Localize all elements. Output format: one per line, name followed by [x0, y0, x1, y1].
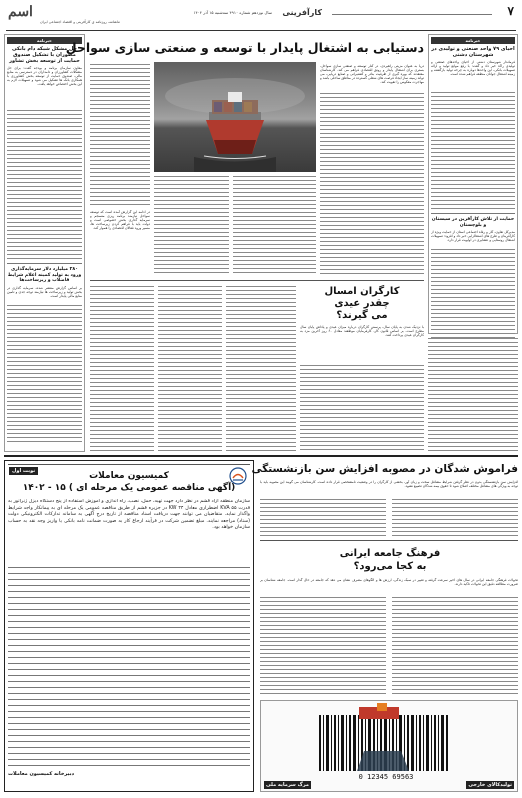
retirement-headline: فراموش شدگان در مصوبه افزایش سن بازنشستگی	[251, 463, 518, 475]
ad-subtitle: (آگهی مناقصه عمومی یک مرحله ای ) ۱۵ - ۱۴۰۲	[22, 483, 236, 493]
lower-column-1	[90, 286, 154, 452]
culture-headline-2: به کجا می‌رود؟	[353, 561, 427, 572]
culture-headline-1: فرهنگ جامعه ایرانی	[339, 548, 441, 559]
ship-photo	[154, 62, 316, 172]
culture-column-1	[392, 597, 518, 695]
culture-body: تحولات فرهنگی جامعه ایرانی در سال های اخیر سرعت گرفته و تغییر در سبک زندگی، ارزش ها و الگوهای مصرف نشان می دهد که جامعه در حال گذار است. جامعه شناسان بر ضرورت مطالعه دقیق این تحولات تاکید دارند.	[260, 578, 518, 587]
newspaper-logo: اسم	[8, 4, 33, 20]
barcode-caption-left: مرگ سرمایه ملی	[266, 782, 309, 788]
sidebar-label: خبرنامه	[7, 37, 82, 44]
eid-headline-2: چقدر عیدی	[334, 298, 390, 309]
header-rule	[332, 14, 492, 15]
sidebar-story2-headline: حمایت از تلاش کارآفرین در سیستان و بلوچستان	[431, 217, 515, 228]
date-line: سال نوزدهم شماره ۴۹۱۰ سه‌شنبه ۱۵ آذر ۱۴۰۴	[193, 10, 272, 15]
sidebar-story-body: فرماندار شهرستان دشتی از احیای واحدهای صنعتی و تولیدی راکد خبر داد و گفت: با رفع موانع تولید و ارائه تسهیلات بانکی، این واحدها دوباره به چرخه تولید بازگشته و زمینه اشتغال جوانان منطقه فراهم شده است.	[431, 60, 515, 77]
eid-column-extra	[300, 365, 424, 452]
main-story-column-1	[320, 93, 424, 275]
ad-top-rule	[8, 464, 250, 465]
ad-body-text	[8, 567, 250, 767]
section-divider	[90, 280, 424, 281]
header-bar	[0, 0, 522, 32]
sidebar-story-text	[7, 110, 82, 260]
eid-headline-1: کارگران امسال	[324, 286, 400, 297]
header-bottom-rule	[6, 30, 516, 31]
left-sidebar	[4, 34, 85, 452]
container-ship-icon	[154, 62, 316, 172]
section-divider	[260, 540, 518, 541]
right-lower-column	[428, 338, 518, 452]
barcode-caption-right: تولیدکالای خارجی	[468, 782, 512, 788]
sidebar-divider	[431, 213, 515, 214]
sidebar-story-headline: احیای ۷۹ واحد صنعتی و تولیدی در شهرستان دشتی	[431, 46, 515, 58]
sidebar-divider	[7, 263, 82, 264]
eid-story-body: با نزدیک شدن به پایان سال، پرسش کارگران درباره میزان عیدی و پاداش پایان سال مطرح است. بر اساس قانون کار، کارفرمایان موظفند معادل ۶۰ روز آخرین مزد به کارگران عیدی پرداخت کنند.	[300, 325, 424, 338]
barcode-ad	[260, 700, 518, 792]
main-story-column-4	[233, 176, 316, 276]
retirement-column-2	[260, 499, 386, 537]
sidebar-story2-text	[431, 249, 515, 341]
retirement-body: افزایش سن بازنشستگی بدون در نظر گرفتن شرایط مشاغل سخت و زیان آور، بخشی از کارگران را در وضعیت نامشخصی قرار داده است. کارشناسان می گویند این مصوبه باید با توجه به ویژگی های مشاغل مختلف اصلاح شود تا حقوق بیمه شدگان تضییع نشود.	[260, 480, 518, 489]
organization-logo-icon	[229, 467, 247, 485]
sidebar-story-body: معاون سازمان برنامه و بودجه گفت: برای حل مشکلات کشاورزان و دامداران در دسترسی به منابع مالی، صندوق حمایت از توسعه بخش کشاورزی با همکاری بانک ها تشکیل می شود و تسهیلات لازم به این بخش اختصاص خواهد یافت.	[7, 66, 82, 87]
ad-footer: دبیرخانه کمیسیون معاملات	[8, 771, 75, 777]
eid-story-box	[300, 286, 424, 362]
main-story-lead: دریا به عنوان مزیتی راهبردی، در کنار توسعه و صنعتی سازی سواحل، بستری برای اشتغال پایدار و رونق اقتصادی فراهم می کند. کارشناسان معتقدند که بهره گیری از ظرفیت بنادر و کشتیرانی و صنایع دریایی، می تواند زمینه ساز ایجاد فرصت های شغلی گسترده در مناطق ساحلی باشد و مهاجرت معکوس را تقویت کند.	[320, 64, 424, 85]
main-story-column-3	[154, 176, 229, 276]
page-number: ۷	[507, 4, 514, 18]
ad-body: سازمان منطقه آزاد قشم در نظر دارد جهت تهیه، حمل، نصب، راه اندازی و آموزش استفاده از پنج دستگاه دیزل ژنراتور به قدرت ۵۵ KVA اضطراری معادل ۴۴ KW در جزیره قشم از طریق مناقصه عمومی یک مرحله ای به پیمانکار واجد شرایط واگذار نماید. متقاضیان می توانند جهت دریافت اسناد مناقصه از تاریخ درج آگهی به سامانه تدارکات الکترونیکی دولت (ستاد) مراجعه نمایند. مبلغ تضمین شرکت در فرآیند ارجاع کار به صورت ضمانت نامه بانکی یا واریز وجه نقد به حساب سازمان خواهد بود.	[8, 499, 250, 530]
culture-column-2	[260, 597, 386, 695]
barcode-digits: 0 12345 69563	[358, 773, 414, 781]
sidebar-story2-body: مدیرکل تعاون، کار و رفاه اجتماعی استان از حمایت ویژه از کارآفرینان و طرح های اشتغالزایی خبر داد و افزود: تسهیلات اشتغال روستایی و عشایری در اولویت قرار دارد.	[431, 230, 515, 243]
middle-body-text: در ادامه این گزارش آمده است که توسعه سواحل نیازمند برنامه ریزی منسجم و سرمایه گذاری بخش خصوصی است و دولت باید با فراهم کردن زیرساخت ها، مسیر ورود فعالان اقتصادی را هموار کند.	[90, 210, 150, 231]
lower-column-2	[158, 286, 222, 452]
eid-headline-3: می گیرند؟	[336, 310, 388, 321]
ad-title: کمیسیون معاملات	[89, 471, 169, 481]
sidebar-story-text	[431, 92, 515, 210]
section-label: کارآفرینی	[282, 8, 322, 17]
sidebar-story2-headline: ۲۸۰ میلیارد دلار سرمایه‌گذاری ورود به تولید کمینه اعلام شرایط فاضلاب و زیرساخت‌ها	[7, 267, 82, 283]
tender-ad	[4, 460, 254, 792]
sidebar-label: خبرنامه	[431, 37, 515, 44]
main-story-headline: دستیابی به اشتغال پایدار با توسعه و صنعتی سازی سواحل	[65, 40, 424, 55]
right-sidebar	[428, 34, 518, 334]
sidebar-story-headline: حل مشکل شبکه دام بانکی مطوران با تشکیل صندوق حمایت از توسعه بخش تشاور	[9, 46, 80, 64]
sidebar-story2-text	[7, 305, 82, 445]
lower-column-3	[226, 286, 296, 452]
ad-badge: نوبت اول	[9, 467, 38, 475]
sidebar-story2-body: بر اساس گزارش منتشر شده، سرمایه گذاری در بخش تولید و زیرساخت ها نیازمند توجه جدی و تامین منابع مالی پایدار است.	[7, 285, 82, 298]
main-story-column-2	[90, 64, 150, 207]
tagline: ماهنامه، روزنامه ی کارآفرینی و اقتصاد اجتماعی ایران	[40, 20, 120, 24]
retirement-column-1	[392, 499, 518, 537]
page-divider	[4, 455, 518, 457]
